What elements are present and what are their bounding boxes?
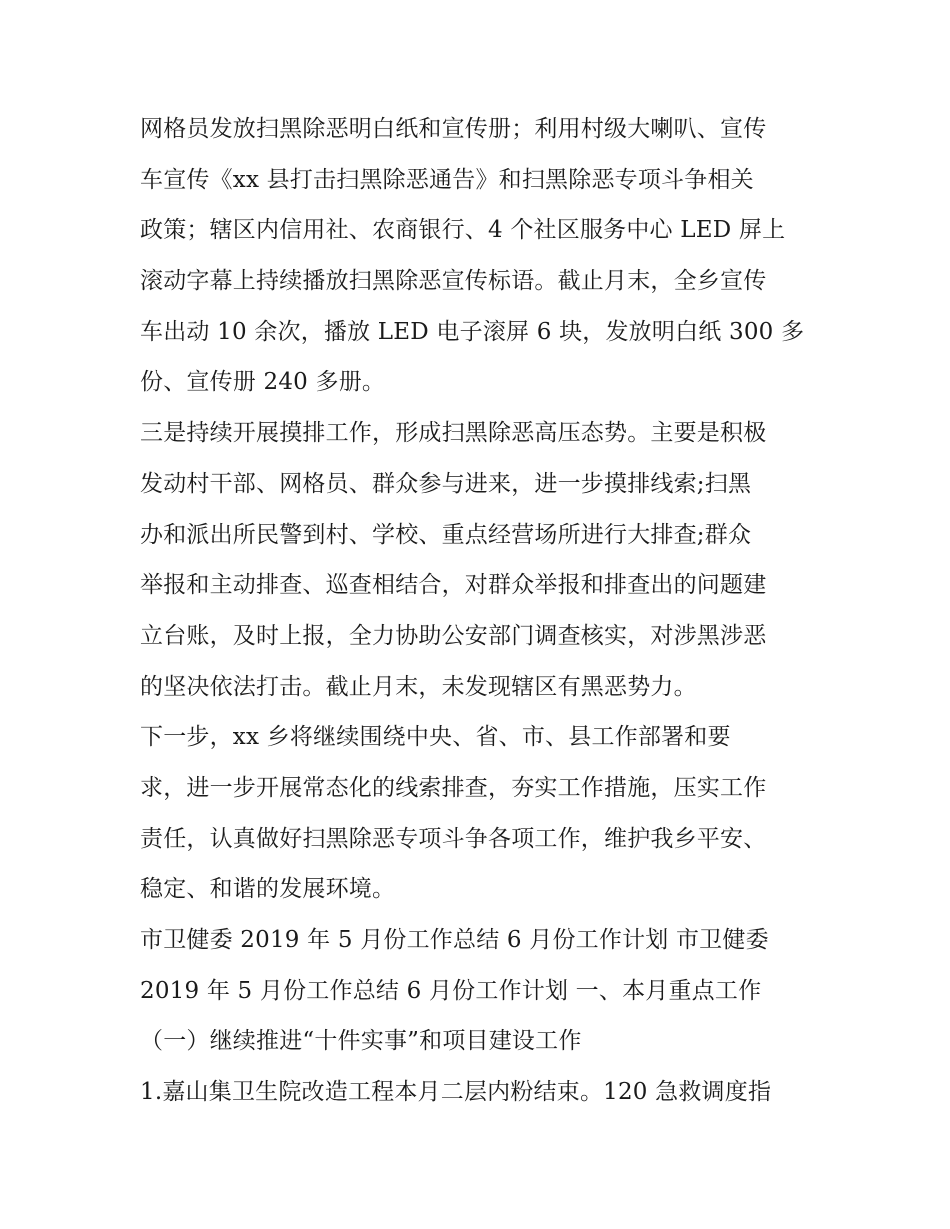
text-line: 政策；辖区内信用社、农商银行、4 个社区服务中心 LED 屏上 <box>140 217 786 244</box>
text-line: 三是持续开展摸排工作，形成扫黑除恶高压态势。主要是积极 <box>140 420 767 447</box>
text-line: 滚动字幕上持续播放扫黑除恶宣传标语。截止月末，全乡宣传 <box>140 268 767 295</box>
text-line: 责任，认真做好扫黑除恶专项斗争各项工作，维护我乡平安、 <box>140 825 767 852</box>
text-line: 网格员发放扫黑除恶明白纸和宣传册；利用村级大喇叭、宣传 <box>140 116 767 142</box>
text-line: 下一步，xx 乡将继续围绕中央、省、市、县工作部署和要 <box>140 724 731 751</box>
text-line: 的坚决依法打击。截止月末，未发现辖区有黑恶势力。 <box>140 673 697 700</box>
text-line: 求，进一步开展常态化的线索排查，夯实工作措施，压实工作 <box>140 774 767 801</box>
text-line: 车宣传《xx 县打击扫黑除恶通告》和扫黑除恶专项斗争相关 <box>140 166 754 193</box>
text-line: 发动村干部、网格员、群众参与进来，进一步摸排线索;扫黑 <box>140 470 752 497</box>
text-line: 办和派出所民警到村、学校、重点经营场所进行大排查;群众 <box>140 521 752 548</box>
text-line: 举报和主动排查、巡查相结合，对群众举报和排查出的问题建 <box>140 572 767 599</box>
text-line: （一）继续推进“十件实事”和项目建设工作 <box>140 1028 582 1055</box>
text-line: 2019 年 5 月份工作总结 6 月份工作计划 一、本月重点工作 <box>140 977 762 1004</box>
text-line: 市卫健委 2019 年 5 月份工作总结 6 月份工作计划 市卫健委 <box>140 927 769 953</box>
text-line: 车出动 10 余次，播放 LED 电子滚屏 6 块，发放明白纸 300 多 <box>140 318 805 345</box>
text-line: 立台账，及时上报，全力协助公安部门调查核实，对涉黑涉恶 <box>140 622 767 649</box>
text-line: 份、宣传册 240 多册。 <box>140 369 386 396</box>
text-line: 稳定、和谐的发展环境。 <box>140 876 396 903</box>
document-body <box>140 104 830 1118</box>
text-line: 1.嘉山集卫生院改造工程本月二层内粉结束。120 急救调度指 <box>140 1079 772 1106</box>
